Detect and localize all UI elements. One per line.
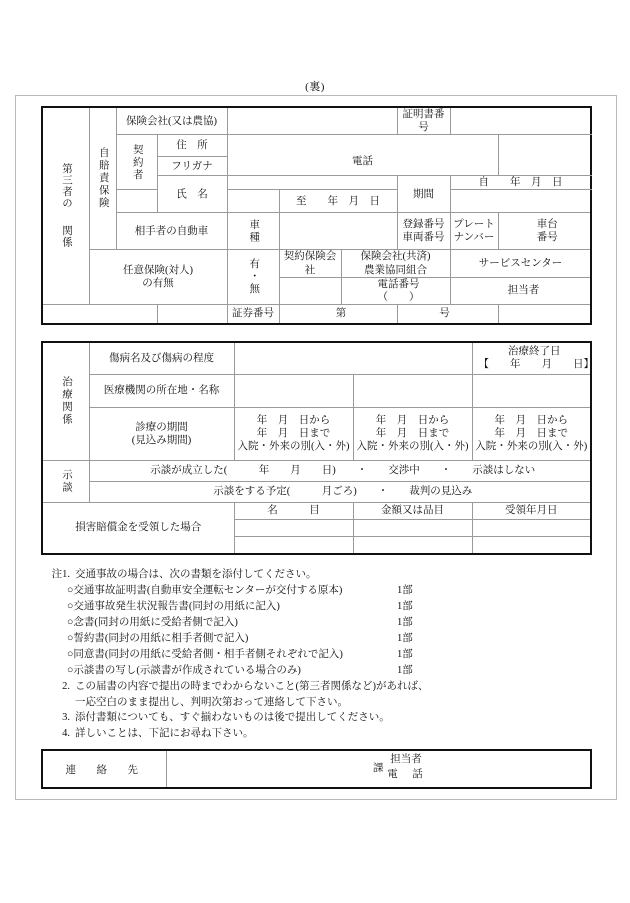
facility-field-2[interactable]: [353, 374, 472, 407]
note-4-text: 詳しいことは、下記にお尋ね下さい。: [75, 728, 254, 740]
period-to-2: 年 月 日まで: [375, 428, 450, 440]
third-party-relation-table: [41, 106, 592, 325]
note-4-number: 4.: [62, 728, 70, 740]
compensation-col-header-3: 受領年月日: [472, 502, 591, 519]
table-row: [42, 304, 591, 324]
furigana-label: フリガナ: [157, 157, 227, 176]
policy-number-blank: [42, 304, 157, 324]
contact-section-label: 課: [373, 763, 384, 775]
furigana-field[interactable]: [227, 176, 397, 190]
voluntary-insurance-label: [89, 250, 227, 305]
policy-number-label: 証券番号: [227, 304, 279, 324]
table-row: [42, 502, 591, 519]
address-field[interactable]: [227, 135, 498, 176]
document-name: ○交通事故発生状況報告書(同封の用紙に記入): [67, 600, 280, 612]
insurer-label-cell: 保険会社(又は農協): [116, 107, 227, 135]
period-inout-3: 入院・外来の別(入・外): [475, 441, 588, 453]
jibaiseki-label: 自賠責保険: [97, 147, 109, 210]
insurer-kyosai-line2: 農業協同組合: [364, 264, 427, 276]
period-from-2: 年 月 日から: [375, 415, 450, 427]
name-label: 氏 名: [157, 176, 227, 213]
policy-number-dai[interactable]: 第: [279, 304, 397, 324]
table-row: [42, 460, 591, 481]
period-inout-1: 入院・外来の別(入・外): [237, 441, 350, 453]
settlement-row-header: [42, 460, 89, 502]
injury-label: 傷病名及び傷病の程度: [89, 342, 234, 375]
table-gap-1: [41, 325, 590, 341]
period-inout-2: 入院・外来の別(入・外): [356, 441, 469, 453]
treatment-relation-table: [41, 341, 592, 555]
insurer-value-field[interactable]: [227, 107, 397, 135]
document-item: [41, 615, 590, 631]
tel-number-label[interactable]: 電話番号 （ ）: [341, 277, 450, 304]
treatment-row-header: [42, 342, 89, 461]
contact-charge-label: 担当者: [390, 754, 422, 766]
treatment-period-label-line1: 診療の期間: [135, 421, 188, 433]
compensation-col-header-1: 名 目: [234, 502, 353, 519]
note-1-text: 交通事故の場合は、次の書類を添付してください。: [75, 568, 317, 580]
policy-number-gou[interactable]: 号: [397, 304, 498, 324]
period-to-cell[interactable]: 至 年 月 日: [279, 190, 397, 213]
note-3-number: 3.: [62, 712, 70, 724]
contract-insurer-field[interactable]: [279, 277, 341, 304]
note-2-line-2: 一応空白のまま提出し、判明次第おって連絡して下さい。: [75, 696, 348, 708]
chassis-label-line2: 番号: [536, 232, 558, 244]
settlement-line-2[interactable]: 示談をする予定( 月ごろ) ・ 裁判の見込み: [89, 481, 591, 502]
insurer-kyosai-label: [341, 250, 450, 277]
compensation-cell-r2c2[interactable]: [353, 536, 472, 554]
contractor-label: 契約者: [131, 143, 143, 182]
third-party-row-header: [42, 107, 89, 304]
contact-phone-label: 電 話: [387, 769, 425, 781]
injury-field[interactable]: [234, 342, 472, 375]
note-item-2: [41, 679, 590, 695]
chassis-label-line1: 車台: [536, 219, 558, 231]
table-row: [42, 190, 591, 213]
table-row: [42, 481, 591, 502]
address-label: 住 所: [157, 135, 227, 157]
treatment-period-label: [89, 407, 234, 460]
period-to-3: 年 月 日まで: [494, 428, 568, 440]
notes-section: [41, 567, 590, 742]
table-row: [42, 374, 591, 407]
registration-label-line2: 車両番号: [402, 232, 445, 244]
document-count: 1部: [397, 616, 413, 628]
compensation-cell-r1c3[interactable]: [472, 519, 591, 536]
document-count: 1部: [397, 600, 413, 612]
table-row: [42, 750, 591, 788]
cert-number-label: 証明書番号: [397, 107, 450, 135]
compensation-cell-r2c1[interactable]: [234, 536, 353, 554]
period-label: 期間: [397, 176, 450, 213]
contractor-label-cell: [116, 135, 157, 190]
note-3-text: 添付書類についても、すぐ揃わないものは後で提出してください。: [75, 712, 390, 724]
note-item-3: [41, 710, 590, 726]
service-center-label: サービスセンター: [450, 250, 591, 277]
table-row: [42, 250, 591, 277]
note-2-line-1: この届書の内容で提出の時までわからないこと(第三者関係など)があれば、: [75, 680, 429, 692]
treatment-header-label: 治療関係: [61, 376, 72, 427]
note-item-4: [41, 726, 590, 742]
document-count: 1部: [397, 632, 413, 644]
note-2-number: 2.: [62, 680, 70, 692]
person-in-charge-label[interactable]: 担当者: [450, 277, 591, 304]
document-item: [41, 583, 590, 599]
note-1-number: 注1.: [51, 568, 70, 580]
document-item: [41, 631, 590, 647]
compensation-cell-r1c1[interactable]: [234, 519, 353, 536]
facility-field-3[interactable]: [472, 374, 591, 407]
treatment-end-date: 【 年 月 日】: [478, 359, 594, 371]
vehicle-type-field[interactable]: [279, 213, 397, 250]
third-party-header-line1: 第三者の: [61, 163, 72, 210]
registration-label-line1: 登録番号: [402, 219, 445, 231]
document-name: ○誓約書(同封の用紙に相手者側で記入): [67, 632, 249, 644]
sheet-side-label: (裏): [305, 81, 325, 93]
period-from-cell[interactable]: 自 年 月 日: [450, 176, 591, 190]
third-party-header-line2: 関係: [61, 225, 72, 249]
document-count: 1部: [397, 648, 413, 660]
contract-insurer-label: 契約保険会社: [279, 250, 341, 277]
phone-label: 電話: [352, 155, 373, 167]
document-item: [41, 599, 590, 615]
document-name: ○同意書(同封の用紙に受給者側・相手者側それぞれで記入): [67, 648, 343, 660]
treatment-period-cell-1[interactable]: [234, 407, 353, 460]
period-from-3: 年 月 日から: [494, 415, 568, 427]
vehicle-type-label: 車種: [248, 218, 260, 244]
period-to-1: 年 月 日まで: [256, 428, 331, 440]
treatment-period-cell-2[interactable]: [353, 407, 472, 460]
voluntary-label-line2: の有無: [142, 278, 174, 290]
document-name: ○示談書の写し(示談書が作成されている場合のみ): [67, 664, 301, 676]
contact-table: [41, 749, 592, 789]
treatment-period-cell-3[interactable]: [472, 407, 591, 460]
treatment-end-label: 治療終了日: [508, 346, 561, 358]
vehicle-type-label-cell: [227, 213, 279, 250]
document-item: [41, 663, 590, 679]
plate-label-line1: プレート: [453, 219, 495, 231]
plate-number-label: [450, 213, 498, 250]
period-from-1: 年 月 日から: [256, 415, 331, 427]
cert-number-field[interactable]: [450, 107, 591, 135]
table-row: [42, 213, 591, 250]
form-content: [41, 106, 594, 789]
note-item-1: [41, 567, 590, 583]
contact-label: 連 絡 先: [42, 750, 166, 788]
policy-number-spacer: [157, 304, 227, 324]
compensation-label: 損害賠償金を受領した場合: [42, 502, 234, 554]
settlement-header-label: 示談: [61, 468, 72, 494]
table-row: [42, 342, 591, 375]
document-item: [41, 647, 590, 663]
compensation-cell-r2c3[interactable]: [472, 536, 591, 554]
contact-charge-block: [371, 753, 441, 782]
treatment-period-label-line2: (見込み期間): [131, 434, 192, 446]
other-vehicle-label: 相手者の自動車: [116, 213, 227, 250]
yes-no-label: 有・無: [248, 258, 260, 296]
document-name: ○交通事故証明書(自動車安全運転センターが交付する原本): [67, 584, 343, 596]
facility-field-1[interactable]: [234, 374, 353, 407]
document-name: ○念書(同封の用紙に受給者側で記入): [67, 616, 238, 628]
table-row: [42, 407, 591, 460]
compensation-col-header-2: 金額又は品目: [353, 502, 472, 519]
chassis-number-label: [498, 213, 591, 250]
yes-no-cell[interactable]: [227, 250, 279, 305]
registration-number-label: [397, 213, 450, 250]
document-count: 1部: [397, 664, 413, 676]
treatment-end-cell[interactable]: [472, 342, 594, 375]
table-row: [42, 135, 591, 157]
facility-label: 医療機関の所在地・名称: [89, 374, 234, 407]
compensation-cell-r1c2[interactable]: [353, 519, 472, 536]
insurer-kyosai-line1: 保険会社(共済): [360, 251, 431, 263]
plate-label-line2: ナンバー: [453, 232, 495, 244]
table-row: [42, 107, 591, 135]
voluntary-label-line1: 任意保険(対人): [123, 265, 193, 276]
document-count: 1部: [397, 584, 413, 596]
jibaiseki-label-cell: [89, 107, 116, 250]
settlement-line-1[interactable]: 示談が成立した( 年 月 日) ・ 交渉中 ・ 示談はしない: [89, 460, 591, 481]
